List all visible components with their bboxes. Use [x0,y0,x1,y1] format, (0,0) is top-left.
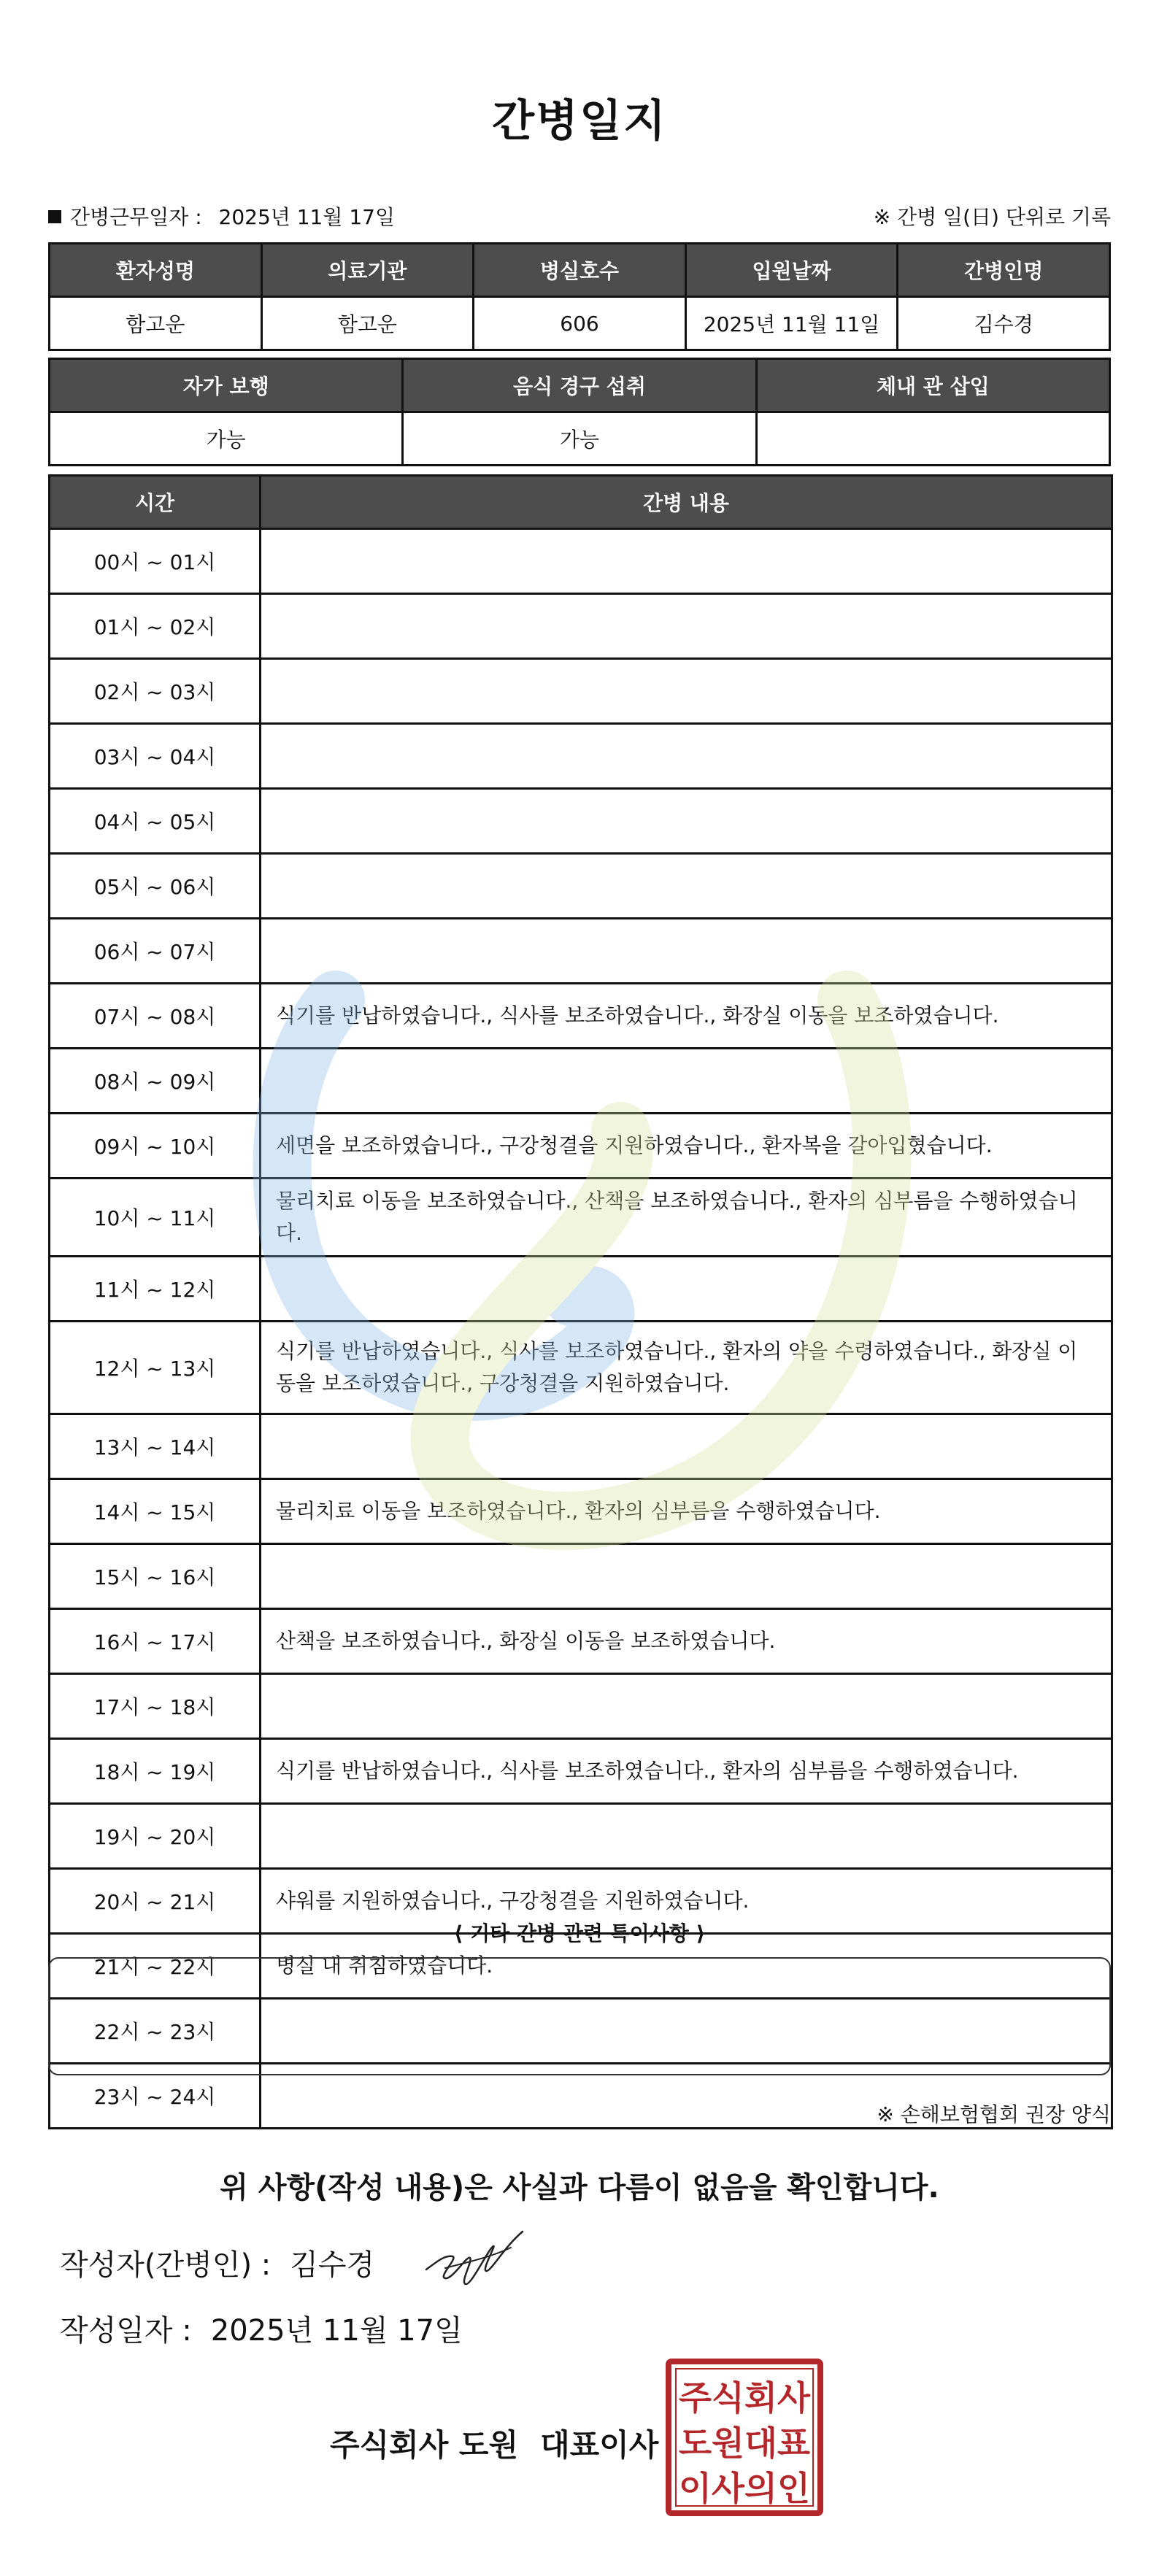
header-self-walking: 자가 보행 [50,359,403,412]
care-content-cell: 식기를 반납하였습니다., 식사를 보조하였습니다., 환자의 심부름을 수행하였습니다. [261,1739,1112,1804]
time-slot-cell: 16시 ~ 17시 [50,1609,261,1674]
care-content-cell [261,594,1112,659]
time-slot-cell: 21시 ~ 22시 [50,1934,261,1999]
writer-name: 김수경 [290,2248,375,2282]
header-care-content: 간병 내용 [261,476,1112,529]
care-content-cell [261,1049,1112,1114]
care-content-cell [261,1414,1112,1479]
care-content-cell: 물리치료 이동을 보조하였습니다., 산책을 보조하였습니다., 환자의 심부름을 수행하였습니다. [261,1179,1112,1257]
time-slot-cell: 20시 ~ 21시 [50,1869,261,1934]
work-date-value: 2025년 11월 17일 [218,205,395,229]
time-slot-cell: 15시 ~ 16시 [50,1544,261,1609]
time-slot-cell: 09시 ~ 10시 [50,1114,261,1179]
company-title: 대표이사 [540,2427,659,2463]
remarks-title: ⟨ 기타 간병 관련 특이사항 ⟩ [453,1921,706,1946]
document-title: 간병일지 [492,96,667,147]
table-row [50,412,1110,466]
care-content-cell: 병실 내 취침하였습니다. [261,1934,1112,1999]
care-content-cell: 세면을 보조하였습니다., 구강청결을 지원하였습니다., 환자복을 갈아입혔습니다. [261,1114,1112,1179]
admission-date-cell: 2025년 11월 11일 [685,297,898,350]
form-source-note: ※ 손해보험협회 권장 양식 [877,2102,1111,2126]
hospital-cell: 함고운 [261,297,474,350]
table-header-row [50,244,1110,297]
table-row [50,1674,1112,1739]
time-slot-cell: 06시 ~ 07시 [50,919,261,984]
signature-image [423,2226,525,2291]
header-room-number: 병실호수 [474,244,686,297]
care-content-cell: 물리치료 이동을 보조하였습니다., 환자의 심부름을 수행하였습니다. [261,1479,1112,1544]
table-row [50,594,1112,659]
square-bullet-icon [48,210,61,223]
company-name: 주식회사 도원 [330,2427,519,2463]
time-slot-cell: 13시 ~ 14시 [50,1414,261,1479]
time-slot-cell: 12시 ~ 13시 [50,1322,261,1414]
care-content-cell: 샤워를 지원하였습니다., 구강청결을 지원하였습니다. [261,1869,1112,1934]
header-tube-insertion: 체내 관 삽입 [756,359,1109,412]
patient-condition-table [48,358,1111,466]
care-content-cell: 산책을 보조하였습니다., 화장실 이동을 보조하였습니다. [261,1609,1112,1674]
table-header-row [50,476,1112,529]
time-slot-cell: 17시 ~ 18시 [50,1674,261,1739]
svg-text:도원대표: 도원대표 [679,2423,811,2463]
table-row [50,1804,1112,1869]
unit-note: ※ 간병 일(日) 단위로 기록 [873,205,1111,229]
writer-label: 작성자(간병인) : [60,2248,272,2282]
write-date-value: 2025년 11월 17일 [210,2314,463,2348]
table-row [50,1179,1112,1257]
header-oral-intake: 음식 경구 섭취 [403,359,756,412]
table-row [50,1049,1112,1114]
table-row [50,724,1112,789]
work-date-label: 간병근무일자 : [70,205,202,229]
time-slot-cell: 11시 ~ 12시 [50,1257,261,1322]
time-slot-cell: 03시 ~ 04시 [50,724,261,789]
work-date-line [48,201,395,231]
table-row [50,789,1112,854]
table-row [50,297,1110,350]
care-content-cell [261,1674,1112,1739]
table-row [50,854,1112,919]
table-row [50,1114,1112,1179]
time-slot-cell: 08시 ~ 09시 [50,1049,261,1114]
hourly-care-log-table [48,474,1113,2129]
care-content-cell [261,659,1112,724]
writer-line [60,2242,374,2283]
care-content-cell [261,854,1112,919]
company-line [330,2421,658,2465]
table-row [50,1609,1112,1674]
time-slot-cell: 22시 ~ 23시 [50,1999,261,2064]
care-content-cell: 식기를 반납하였습니다., 식사를 보조하였습니다., 환자의 약을 수령하였습니다., 화장실 이동을 보조하였습니다., 구강청결을 지원하였습니다. [261,1322,1112,1414]
care-content-cell: 식기를 반납하였습니다., 식사를 보조하였습니다., 화장실 이동을 보조하였습니다. [261,984,1112,1049]
svg-text:주식회사: 주식회사 [679,2378,811,2418]
care-content-cell [261,529,1112,594]
table-row [50,919,1112,984]
patient-info-table [48,242,1111,351]
table-row [50,1739,1112,1804]
time-slot-cell: 04시 ~ 05시 [50,789,261,854]
table-row [50,529,1112,594]
care-content-cell [261,1804,1112,1869]
room-number-cell: 606 [474,297,686,350]
header-caregiver-name: 간병인명 [898,244,1110,297]
table-row [50,659,1112,724]
header-hospital: 의료기관 [261,244,474,297]
time-slot-cell: 07시 ~ 08시 [50,984,261,1049]
table-row [50,1414,1112,1479]
care-content-cell [261,724,1112,789]
header-patient-name: 환자성명 [50,244,262,297]
table-row [50,1257,1112,1322]
care-content-cell [261,1257,1112,1322]
table-row [50,1479,1112,1544]
header-admission-date: 입원날짜 [685,244,898,297]
time-slot-cell: 00시 ~ 01시 [50,529,261,594]
table-row [50,1544,1112,1609]
time-slot-cell: 18시 ~ 19시 [50,1739,261,1804]
time-slot-cell: 19시 ~ 20시 [50,1804,261,1869]
time-slot-cell: 05시 ~ 06시 [50,854,261,919]
write-date-label: 작성일자 : [60,2314,192,2348]
remarks-box [48,1957,1111,2075]
write-date-line [60,2307,463,2349]
company-seal-stamp [664,2357,825,2518]
table-header-row [50,359,1110,412]
care-content-cell [261,789,1112,854]
tube-insertion-cell [756,412,1109,466]
care-content-cell [261,1544,1112,1609]
svg-text:이사의인: 이사의인 [679,2469,810,2508]
time-slot-cell: 10시 ~ 11시 [50,1179,261,1257]
time-slot-cell: 02시 ~ 03시 [50,659,261,724]
time-slot-cell: 23시 ~ 24시 [50,2064,261,2129]
header-time: 시간 [50,476,261,529]
confirmation-statement: 위 사항(작성 내용)은 사실과 다름이 없음을 확인합니다. [220,2171,939,2205]
oral-intake-cell: 가능 [403,412,756,466]
table-row [50,984,1112,1049]
time-slot-cell: 14시 ~ 15시 [50,1479,261,1544]
time-slot-cell: 01시 ~ 02시 [50,594,261,659]
patient-name-cell: 함고운 [50,297,262,350]
care-content-cell [261,919,1112,984]
caregiver-name-cell: 김수경 [898,297,1110,350]
self-walking-cell: 가능 [50,412,403,466]
table-row [50,1322,1112,1414]
